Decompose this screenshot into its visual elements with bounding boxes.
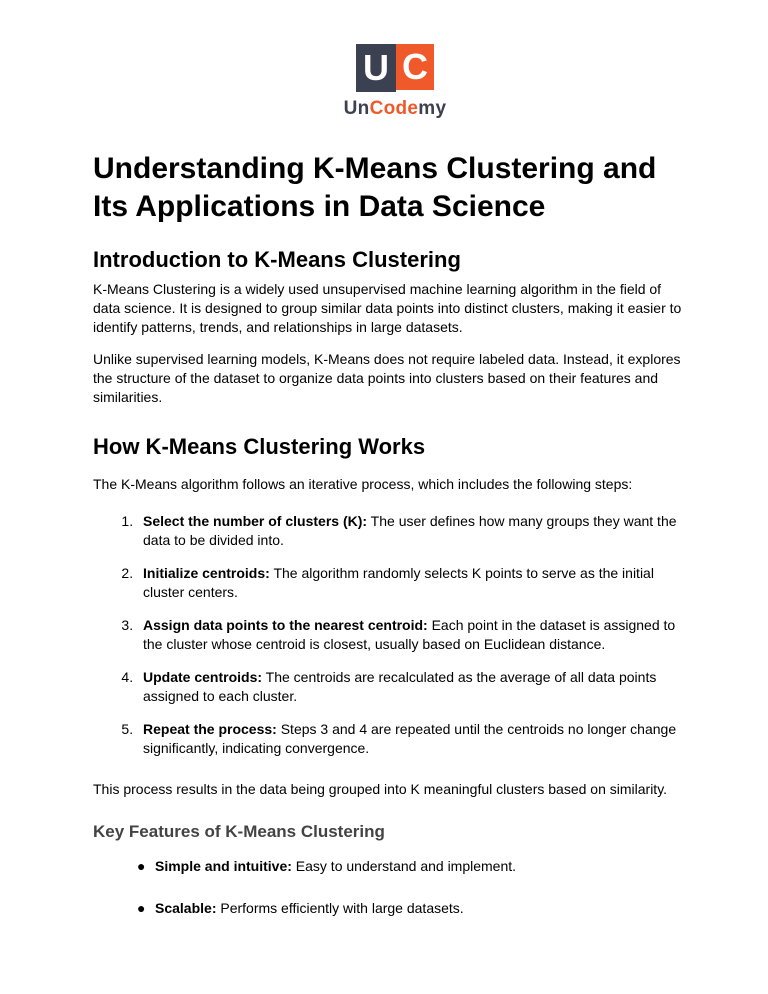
- feature-title: Simple and intuitive:: [155, 858, 292, 874]
- how-summary: This process results in the data being grouped into K meaningful clusters based on similarity.: [93, 781, 668, 797]
- logo-c: C: [396, 44, 434, 90]
- step-item: [137, 616, 683, 654]
- step-text: The user defines how many groups they want the data to be divided into.: [143, 513, 677, 548]
- step-title: Repeat the process:: [143, 721, 277, 737]
- step-item: [137, 720, 683, 758]
- logo-word-my: my: [418, 98, 447, 119]
- how-heading: How K-Means Clustering Works: [93, 434, 426, 459]
- step-title: Initialize centroids:: [143, 565, 270, 581]
- feature-text: Easy to understand and implement.: [291, 858, 517, 874]
- steps-list: [93, 512, 683, 758]
- step-item: [137, 668, 683, 706]
- document-content: [93, 150, 683, 941]
- feature-text: Performs efficiently with large datasets.: [216, 900, 464, 916]
- features-list: [93, 857, 683, 918]
- step-title: Select the number of clusters (K):: [143, 513, 368, 529]
- step-item: [137, 564, 683, 602]
- step-title: Update centroids:: [143, 669, 263, 685]
- feature-item: [137, 857, 683, 876]
- bullet-icon: ●: [137, 858, 146, 874]
- logo-u: U: [356, 44, 396, 92]
- logo-wordmark: [330, 98, 460, 120]
- intro-paragraph-2: Unlike supervised learning models, K-Means does not require labeled data. Instead, it explores the structure of the dataset to organize data points into clusters based on their features and similarities.: [93, 351, 681, 405]
- how-lead: The K-Means algorithm follows an iterative process, which includes the following steps:: [93, 476, 633, 492]
- step-title: Assign data points to the nearest centroid:: [143, 617, 428, 633]
- logo-word-un: Un: [343, 98, 370, 119]
- step-text: The centroids are recalculated as the average of all data points assigned to each cluster.: [143, 669, 657, 704]
- step-item: [137, 512, 683, 550]
- feature-item: [137, 899, 683, 918]
- uncodemy-logo: [330, 44, 460, 120]
- feature-title: Scalable:: [155, 900, 217, 916]
- intro-heading: Introduction to K-Means Clustering: [93, 247, 461, 272]
- step-text: Each point in the dataset is assigned to the cluster whose centroid is closest, usually based on Euclidean distance.: [143, 617, 676, 652]
- logo-word-code: Code: [369, 98, 419, 119]
- bullet-icon: ●: [137, 900, 146, 916]
- page-title: Understanding K-Means Clustering and Its Applications in Data Science: [93, 152, 657, 223]
- step-text: The algorithm randomly selects K points to serve as the initial cluster centers.: [143, 565, 654, 600]
- step-text: Steps 3 and 4 are repeated until the centroids no longer change significantly, indicating convergence.: [143, 721, 677, 756]
- intro-paragraph-1: K-Means Clustering is a widely used unsupervised machine learning algorithm in the field of data science. It is designed to group similar data points into distinct clusters, making it easier to identify patterns, trends, and relationships in large datasets.: [93, 281, 682, 335]
- features-heading: Key Features of K-Means Clustering: [93, 822, 385, 841]
- logo-mark: [330, 44, 460, 92]
